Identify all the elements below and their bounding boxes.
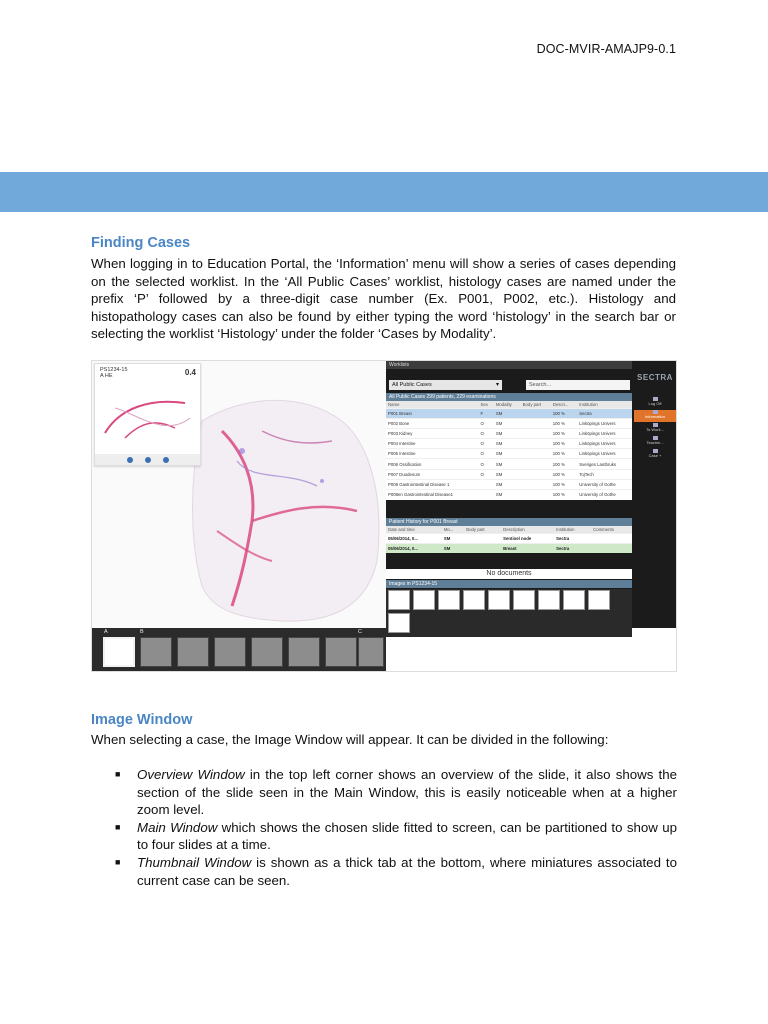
document-id: DOC-MVIR-AMAJP9-0.1 — [536, 42, 676, 56]
list-item — [115, 854, 677, 889]
list-term: Main Window — [137, 819, 218, 835]
image-window-intro: When selecting a case, the Image Window will appear. It can be divided in the following: — [91, 732, 609, 747]
image-thumbnail[interactable] — [463, 590, 485, 610]
table-row[interactable]: P001 Breast F SM 100 % Sectra — [386, 408, 632, 418]
image-thumbnail[interactable] — [588, 590, 610, 610]
overview-toolbar — [95, 454, 200, 465]
information-panel — [386, 361, 677, 628]
table-row[interactable]: P006 Ossification O SM 100 % Sveriges Lantbruks — [386, 459, 632, 469]
main-window — [92, 361, 386, 628]
to-work-button[interactable]: To Work... — [634, 423, 676, 435]
cases-table — [386, 401, 632, 500]
information-button[interactable]: Information — [634, 410, 676, 422]
image-thumbnail[interactable] — [513, 590, 535, 610]
table-row[interactable]: P003 Kidney O SM 100 % Linköpings Univers — [386, 428, 632, 438]
image-thumbnail[interactable] — [438, 590, 460, 610]
stain-label: A HE — [100, 373, 113, 379]
patient-history-header: Patient History for P001 Breast — [386, 518, 632, 526]
thumbnail[interactable] — [103, 637, 135, 667]
list-text: which shows the chosen slide fitted to screen, can be partitioned to show up to four slides at a time. — [137, 819, 677, 853]
settings-icon[interactable] — [145, 457, 151, 463]
list-item — [115, 819, 677, 854]
table-row[interactable]: 05/06/2014, 0... SM Breast Sectra — [386, 543, 632, 553]
image-thumbnail[interactable] — [413, 590, 435, 610]
sectra-logo: SECTRA — [637, 373, 673, 382]
list-text: is shown as a thick tab at the bottom, where miniatures associated to current case can be seen. — [137, 854, 677, 888]
worklists-header: Worklists — [386, 361, 632, 369]
bullet-icon: ■ — [115, 821, 121, 832]
worklist-select[interactable]: All Public Cases ▾ — [389, 380, 502, 390]
bullet-icon: ■ — [115, 769, 121, 779]
table-row[interactable]: P005 Intestine O SM 100 % Linköpings Univers — [386, 449, 632, 459]
cases-header: All Public Cases 299 patients, 229 examinations — [386, 393, 632, 401]
column-header[interactable]: Description — [501, 526, 554, 533]
column-header[interactable]: Modality — [494, 401, 521, 408]
column-header[interactable]: Body part — [521, 401, 551, 408]
table-row[interactable]: P002 Bone O SM 100 % Linköpings Univers — [386, 418, 632, 428]
list-item — [115, 766, 677, 819]
thumbnail[interactable] — [177, 637, 209, 667]
column-header[interactable]: Comments — [591, 526, 632, 533]
image-window-heading: Image Window — [91, 712, 193, 728]
finding-cases-paragraph: When logging in to Education Portal, the ‘Information’ menu will show a series of cases depending on the selected worklist. In the ‘All Public Cases’ worklist, histology cases are named under the prefix ‘P’ followed by a three-digit case number (Ex. P001, P002, etc.). Histology and histopathology cases can also be found by either typing the word ‘histology’ in the search bar or selecting the worklist ‘Histology’ under the folder ‘Cases by Modality’. — [91, 256, 676, 342]
info-icon[interactable] — [127, 457, 133, 463]
zoom-level: 0.4 — [184, 368, 196, 377]
table-header-row — [386, 401, 632, 408]
strip-label-c: C — [358, 629, 362, 635]
column-header[interactable]: Sex — [479, 401, 494, 408]
viewer-screenshot — [91, 360, 677, 672]
column-header[interactable]: Institution — [554, 526, 591, 533]
overview-thumbnail — [95, 378, 202, 458]
table-row[interactable]: 05/06/2014, 0... SM Sentinel node Sectra — [386, 533, 632, 543]
table-row[interactable]: P007 Duodenum O SM 100 % TojTech — [386, 469, 632, 479]
table-row[interactable]: P008en Gastrointestinal Disease1 SM 100 % University of Gothe — [386, 490, 632, 500]
thumbnail[interactable] — [358, 637, 384, 667]
column-header[interactable]: Institution — [577, 401, 632, 408]
column-header[interactable]: Date and time — [386, 526, 442, 533]
header-band — [0, 172, 768, 212]
thumbnail-window — [92, 628, 386, 672]
history-header-row — [386, 526, 632, 533]
thumbnail[interactable] — [214, 637, 246, 667]
image-window-list — [115, 766, 677, 889]
table-row[interactable]: P008 Gastrointestinal Disease 1 SM 100 % University of Gothe — [386, 479, 632, 489]
list-term: Overview Window — [137, 767, 245, 782]
teaching-button[interactable]: Teachin... — [634, 436, 676, 448]
thumbnail[interactable] — [140, 637, 172, 667]
patient-history-table — [386, 526, 632, 553]
column-header[interactable]: Body part — [464, 526, 501, 533]
images-grid — [386, 589, 632, 637]
list-text: in the top left corner shows an overview of the slide, it also shows the section of the slide seen in the Main Window, this is easily noticeable when at a higher zoom level. — [137, 767, 677, 818]
image-thumbnail[interactable] — [488, 590, 510, 610]
finding-cases-heading: Finding Cases — [91, 235, 191, 251]
case-id: PS1234-15 — [100, 367, 128, 373]
image-thumbnail[interactable] — [388, 590, 410, 610]
column-header[interactable]: Name — [386, 401, 479, 408]
strip-label-b: B — [140, 629, 144, 635]
case-add-button[interactable]: Case + — [634, 449, 676, 461]
logoff-button[interactable]: Log Off — [634, 397, 676, 409]
column-header[interactable]: Mo... — [442, 526, 464, 533]
user-icon[interactable] — [163, 457, 169, 463]
search-input[interactable]: Search... — [526, 380, 630, 390]
bullet-icon: ■ — [115, 856, 121, 867]
images-header: Images in PS1234-15 — [386, 580, 632, 588]
column-header[interactable]: Descri... — [551, 401, 578, 408]
strip-label-a: A — [104, 629, 108, 635]
side-menu — [634, 397, 676, 462]
thumbnail[interactable] — [251, 637, 283, 667]
overview-window[interactable] — [94, 363, 201, 466]
thumbnail[interactable] — [325, 637, 357, 667]
no-documents-label: No documents — [386, 569, 632, 579]
list-term: Thumbnail Window — [137, 854, 252, 870]
thumbnail[interactable] — [288, 637, 320, 667]
table-row[interactable]: P004 Intestine O SM 100 % Linköpings Univers — [386, 439, 632, 449]
image-thumbnail[interactable] — [538, 590, 560, 610]
image-thumbnail[interactable] — [388, 613, 410, 633]
image-thumbnail[interactable] — [563, 590, 585, 610]
